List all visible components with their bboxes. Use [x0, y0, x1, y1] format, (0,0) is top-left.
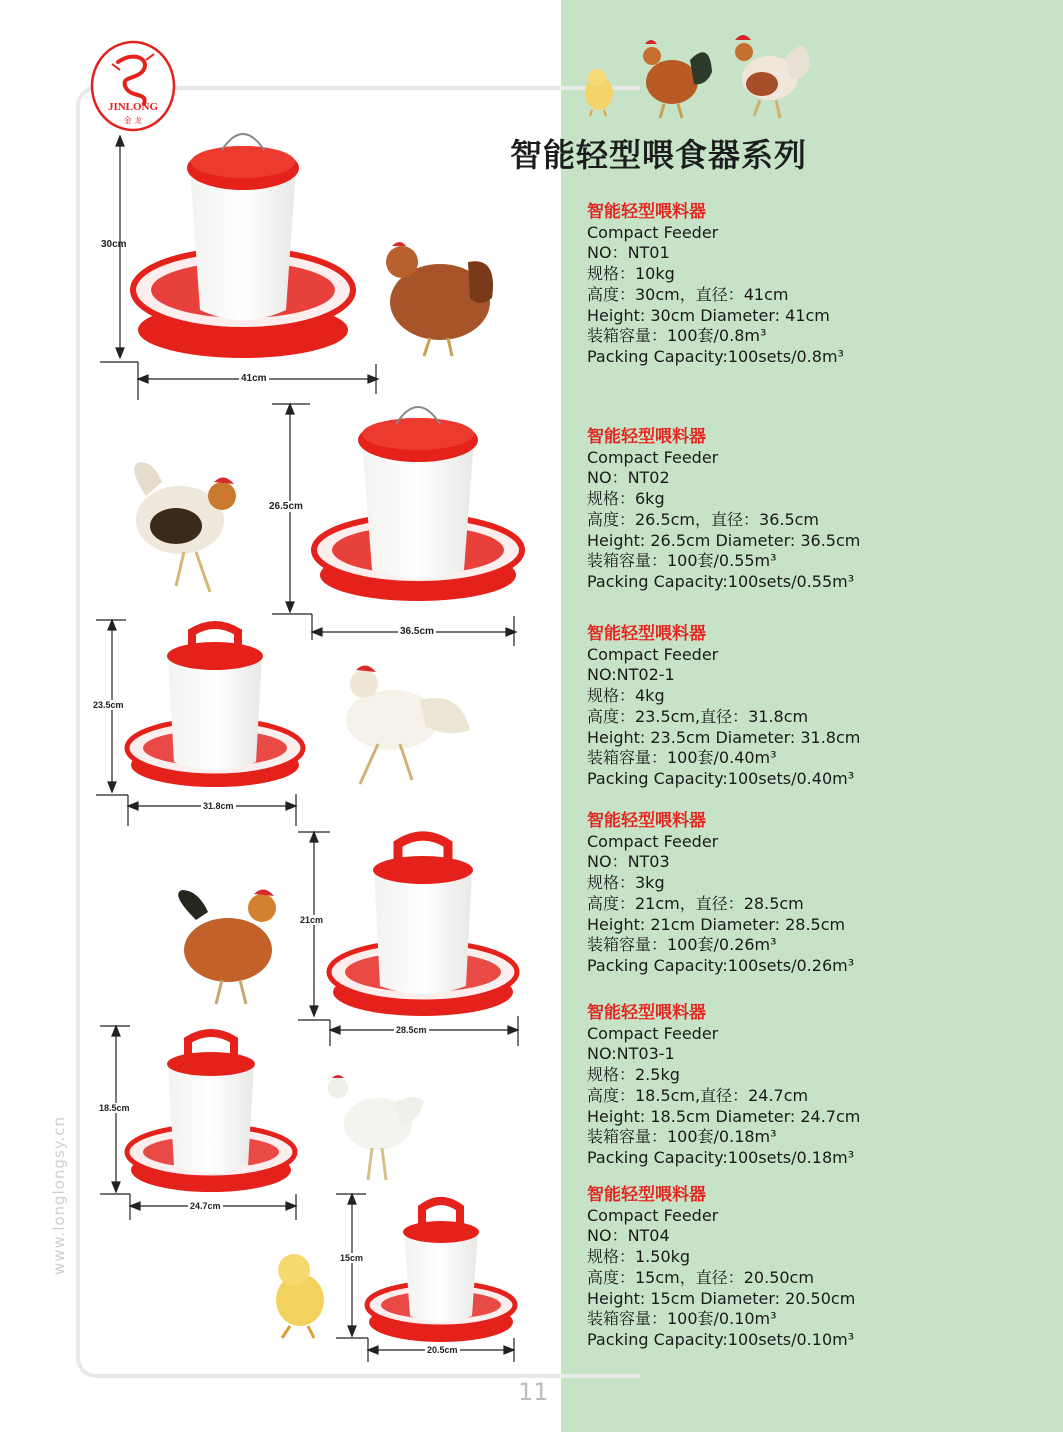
packing-cn: 装箱容量：100套/0.40m³: [587, 748, 777, 768]
product-title-cn: 智能轻型喂料器: [587, 811, 706, 831]
diameter-label: 20.5cm: [427, 1345, 458, 1355]
packing-en: Packing Capacity:100sets/0.8m³: [587, 346, 844, 366]
size-en: Height: 30cm Diameter: 41cm: [587, 305, 830, 325]
size-cn: 高度：21cm，直径：28.5cm: [587, 893, 804, 913]
product-spec: 规格：3kg: [587, 873, 665, 893]
product-number: NO：NT03: [587, 852, 670, 872]
diameter-label: 36.5cm: [400, 626, 434, 637]
size-en: Height: 21cm Diameter: 28.5cm: [587, 914, 846, 934]
rooster-icon: [735, 35, 810, 118]
feeder-nt03-1: [127, 1033, 295, 1192]
product-spec: 规格：10kg: [587, 264, 675, 284]
product-number: NO：NT02: [587, 468, 670, 488]
spec-block-nt03-1: [587, 1003, 1047, 1169]
product-title-cn: 智能轻型喂料器: [587, 427, 706, 447]
page-title: 智能轻型喂食器系列: [510, 136, 808, 174]
feeder-nt04: [367, 1201, 515, 1342]
product-spec: 规格：4kg: [587, 686, 665, 706]
height-label: 23.5cm: [93, 700, 124, 710]
product-number: NO：NT04: [587, 1226, 670, 1246]
height-label: 18.5cm: [99, 1103, 130, 1113]
feeder-nt02-1: [127, 625, 303, 787]
product-spec: 规格：2.5kg: [587, 1065, 680, 1085]
size-cn: 高度：26.5cm，直径：36.5cm: [587, 509, 820, 529]
size-cn: 高度：18.5cm,直径：24.7cm: [587, 1085, 809, 1105]
product-spec: 规格：1.50kg: [587, 1247, 691, 1267]
feeder-nt02: [314, 407, 522, 601]
product-title-cn: 智能轻型喂料器: [587, 1003, 706, 1023]
diameter-label: 31.8cm: [203, 801, 234, 811]
height-label: 30cm: [101, 239, 127, 250]
product-title-en: Compact Feeder: [587, 1023, 719, 1043]
packing-cn: 装箱容量：100套/0.55m³: [587, 551, 777, 571]
spec-block-nt01: [587, 202, 1047, 368]
packing-en: Packing Capacity:100sets/0.26m³: [587, 955, 855, 975]
product-title-en: Compact Feeder: [587, 1205, 719, 1225]
rooster-icon: [134, 462, 236, 592]
rooster-icon: [346, 665, 470, 784]
size-cn: 高度：23.5cm,直径：31.8cm: [587, 706, 809, 726]
packing-en: Packing Capacity:100sets/0.40m³: [587, 768, 855, 788]
size-en: Height: 23.5cm Diameter: 31.8cm: [587, 727, 861, 747]
rooster-icon: [643, 40, 712, 118]
size-en: Height: 18.5cm Diameter: 24.7cm: [587, 1106, 861, 1126]
size-en: Height: 26.5cm Diameter: 36.5cm: [587, 530, 861, 550]
packing-en: Packing Capacity:100sets/0.18m³: [587, 1147, 855, 1167]
size-cn: 高度：30cm，直径：41cm: [587, 284, 789, 304]
hen-icon: [386, 242, 493, 356]
spec-block-nt03: [587, 811, 1047, 977]
product-title-en: Compact Feeder: [587, 447, 719, 467]
product-title-en: Compact Feeder: [587, 222, 719, 242]
feeder-nt01: [133, 134, 353, 358]
packing-cn: 装箱容量：100套/0.8m³: [587, 326, 767, 346]
packing-cn: 装箱容量：100套/0.10m³: [587, 1309, 777, 1329]
size-en: Height: 15cm Diameter: 20.50cm: [587, 1288, 856, 1308]
spec-block-nt02-1: [587, 624, 1047, 790]
diameter-label: 24.7cm: [190, 1201, 221, 1211]
hen-icon: [328, 1075, 424, 1180]
brand-name: JINLONG: [107, 101, 159, 113]
page-number: 11: [518, 1378, 549, 1406]
brand-chinese: 金 龙: [123, 116, 143, 125]
diameter-label: 28.5cm: [396, 1025, 427, 1035]
chick-icon: [276, 1254, 324, 1338]
height-label: 26.5cm: [269, 501, 303, 512]
product-title-cn: 智能轻型喂料器: [587, 1185, 706, 1205]
product-number: NO：NT01: [587, 243, 670, 263]
product-title-en: Compact Feeder: [587, 644, 719, 664]
rooster-icon: [178, 889, 276, 1004]
packing-en: Packing Capacity:100sets/0.55m³: [587, 571, 855, 591]
website-url: www.longlongsy.cn: [50, 1115, 68, 1275]
feeder-nt03: [329, 836, 517, 1016]
spec-block-nt02: [587, 427, 1047, 593]
packing-cn: 装箱容量：100套/0.18m³: [587, 1127, 777, 1147]
size-cn: 高度：15cm，直径：20.50cm: [587, 1267, 814, 1287]
packing-en: Packing Capacity:100sets/0.10m³: [587, 1329, 855, 1349]
product-title-cn: 智能轻型喂料器: [587, 624, 706, 644]
height-label: 21cm: [300, 915, 324, 925]
height-label: 15cm: [340, 1253, 364, 1263]
product-title-en: Compact Feeder: [587, 831, 719, 851]
chick-icon: [585, 69, 613, 116]
product-spec: 规格：6kg: [587, 489, 665, 509]
diameter-label: 41cm: [241, 373, 267, 384]
product-number: NO:NT03-1: [587, 1044, 675, 1064]
packing-cn: 装箱容量：100套/0.26m³: [587, 935, 777, 955]
product-title-cn: 智能轻型喂料器: [587, 202, 706, 222]
spec-block-nt04: [587, 1185, 1047, 1351]
product-number: NO:NT02-1: [587, 665, 675, 685]
